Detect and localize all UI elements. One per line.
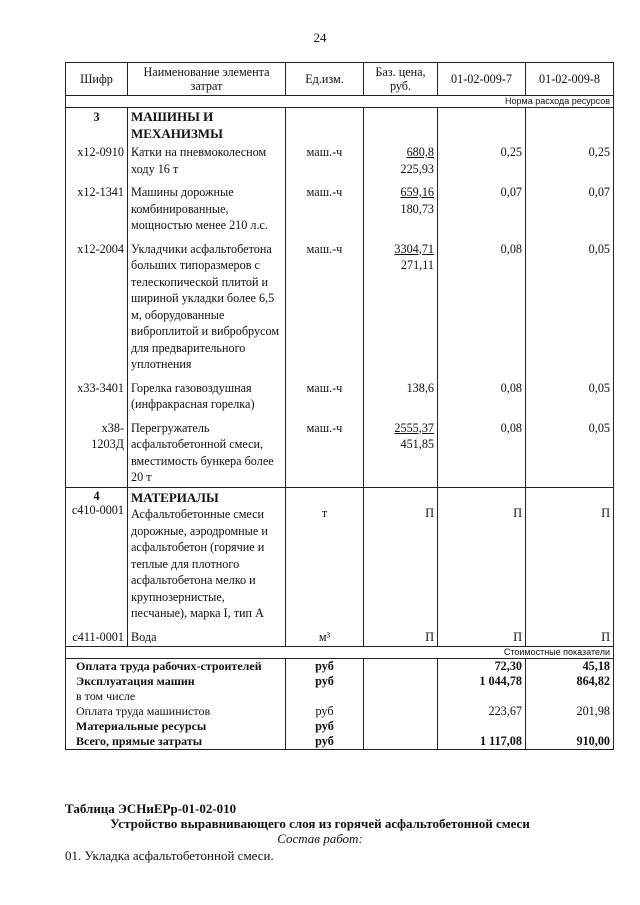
section-row-materials [66, 487, 614, 628]
summary-row [66, 674, 614, 689]
summary-value-8 [526, 689, 614, 704]
base-price-labor: 271,11 [400, 258, 434, 272]
table-row [66, 419, 614, 488]
base-price-labor: 180,73 [400, 201, 434, 216]
summary-value-7: 223,67 [438, 704, 526, 719]
norm-value-7: 0,07 [438, 183, 526, 240]
norm-value-7: 0,25 [438, 143, 526, 183]
base-price: 680,8 [406, 145, 434, 159]
resource-unit: маш.-ч [286, 240, 364, 379]
resource-unit [286, 487, 364, 628]
summary-label: Оплата труда машинистов [66, 704, 286, 719]
base-price-labor: 225,93 [400, 161, 434, 176]
resource-unit: м³ [286, 628, 364, 647]
section-number-and-code [66, 487, 128, 628]
section-number: 4 [93, 488, 100, 503]
base-price: 3304,71 [394, 241, 434, 256]
summary-row [66, 659, 614, 675]
band-norms-label: Норма расхода ресурсов [66, 96, 614, 108]
resource-code: c410-0001 [71, 502, 124, 517]
resource-name-text: Асфальтобетонные смеси дорожные, аэродромные и асфальтобетон (горячие и теплые для плотного асфальтобетона мелко и крупнозернистые, песчаные), марка I, тип А [131, 507, 268, 620]
table-header-row [66, 63, 614, 96]
section-row-machines [66, 108, 614, 144]
resource-code: x33-3401 [66, 379, 128, 419]
summary-price [364, 674, 438, 689]
summary-value-7 [438, 719, 526, 734]
norm-value-7 [438, 487, 526, 628]
summary-value-7: 72,30 [438, 659, 526, 675]
summary-value-8: 201,98 [526, 704, 614, 719]
table-row [66, 628, 614, 647]
summary-value-8: 864,82 [526, 674, 614, 689]
price-text: П [425, 506, 434, 520]
norm-text: П [513, 506, 522, 520]
summary-value-7: 1 117,08 [438, 734, 526, 750]
norm-value-8: 0,05 [526, 419, 614, 488]
summary-row [66, 689, 614, 704]
norm-value-7: П [438, 628, 526, 647]
resource-price: П [364, 628, 438, 647]
norm-value-7: 0,08 [438, 419, 526, 488]
header-code: Шифр [66, 63, 128, 96]
norm-value-7: 0,08 [438, 379, 526, 419]
resource-price [364, 143, 438, 183]
resource-code: c411-0001 [66, 628, 128, 647]
resource-name: Катки на пневмоколесном ходу 16 т [128, 143, 286, 183]
resource-code: x12-2004 [66, 240, 128, 379]
summary-unit: руб [286, 674, 364, 689]
norm-value-8: 0,25 [526, 143, 614, 183]
resource-unit: маш.-ч [286, 143, 364, 183]
works-title: Состав работ: [277, 831, 363, 846]
resource-code: x38-1203Д [66, 419, 128, 488]
header-price: Баз. цена, руб. [364, 63, 438, 96]
norm-value-7: 0,08 [438, 240, 526, 379]
summary-value-8: 45,18 [526, 659, 614, 675]
resource-price [364, 379, 438, 419]
resource-name: Вода [128, 628, 286, 647]
summary-row [66, 719, 614, 734]
table-title: Устройство выравнивающего слоя из горячей асфальтобетонной смеси [110, 816, 530, 831]
summary-price [364, 689, 438, 704]
resource-price [364, 487, 438, 628]
section-number: 3 [66, 108, 128, 144]
summary-label: Оплата труда рабочих-строителей [66, 659, 286, 675]
work-item: 01. Укладка асфальтобетонной смеси. [65, 848, 274, 863]
summary-price [364, 719, 438, 734]
table-row [66, 183, 614, 240]
resource-unit: маш.-ч [286, 419, 364, 488]
header-unit: Ед.изм. [286, 63, 364, 96]
table-row [66, 379, 614, 419]
summary-unit: руб [286, 704, 364, 719]
norm-value-8: П [526, 628, 614, 647]
header-norm-7: 01-02-009-7 [438, 63, 526, 96]
summary-unit: руб [286, 659, 364, 675]
summary-value-8 [526, 719, 614, 734]
resource-unit: маш.-ч [286, 379, 364, 419]
table-row [66, 240, 614, 379]
resource-name: Машины дорожные комбинированные, мощностью менее 210 л.с. [128, 183, 286, 240]
base-price-labor: 451,85 [400, 437, 434, 451]
summary-price [364, 659, 438, 675]
summary-price [364, 704, 438, 719]
resource-price [364, 240, 438, 379]
header-name: Наименование элемента затрат [128, 63, 286, 96]
resource-norms-table [65, 62, 614, 750]
norm-text: П [601, 506, 610, 520]
section-title: МАТЕРИАЛЫ [131, 489, 219, 505]
resource-name: Укладчики асфальтобетона больших типоразмеров с телескопической плитой и шириной укладки более 6,5 м, оборудованные виброплитой и вибробрусом для предварительного уплотнения [128, 240, 286, 379]
resource-code: x12-1341 [66, 183, 128, 240]
summary-unit: руб [286, 734, 364, 750]
summary-value-7 [438, 689, 526, 704]
resource-price [364, 183, 438, 240]
summary-value-7: 1 044,78 [438, 674, 526, 689]
band-row-costs [66, 647, 614, 659]
resource-name: Горелка газовоздушная (инфракрасная горелка) [128, 379, 286, 419]
base-price: 138,6 [406, 380, 434, 395]
summary-row [66, 734, 614, 750]
resource-name [128, 487, 286, 628]
summary-price [364, 734, 438, 750]
resource-name: Перегружатель асфальтобетонной смеси, вместимость бункера более 20 т [128, 419, 286, 488]
resource-unit: маш.-ч [286, 183, 364, 240]
band-row-norms [66, 96, 614, 108]
section-title: МАШИНЫ И МЕХАНИЗМЫ [128, 108, 286, 144]
page-number: 24 [313, 30, 327, 45]
table-caption: Таблица ЭСНиЕРр-01-02-010 [65, 801, 237, 816]
summary-label: Материальные ресурсы [66, 719, 286, 734]
resource-code: x12-0910 [66, 143, 128, 183]
norm-value-8 [526, 487, 614, 628]
resource-price [364, 419, 438, 488]
summary-unit: руб [286, 719, 364, 734]
summary-value-8: 910,00 [526, 734, 614, 750]
summary-unit [286, 689, 364, 704]
header-norm-8: 01-02-009-8 [526, 63, 614, 96]
table-row [66, 143, 614, 183]
norm-value-8: 0,05 [526, 240, 614, 379]
norm-value-8: 0,07 [526, 183, 614, 240]
band-costs-label: Стоимостные показатели [66, 647, 614, 659]
summary-label: Всего, прямые затраты [66, 734, 286, 750]
base-price: 2555,37 [394, 420, 434, 435]
norm-value-8: 0,05 [526, 379, 614, 419]
summary-row [66, 704, 614, 719]
base-price: 659,16 [400, 185, 434, 199]
summary-label: Эксплуатация машин [66, 674, 286, 689]
unit-text: т [321, 506, 328, 520]
summary-label: в том числе [66, 689, 286, 704]
